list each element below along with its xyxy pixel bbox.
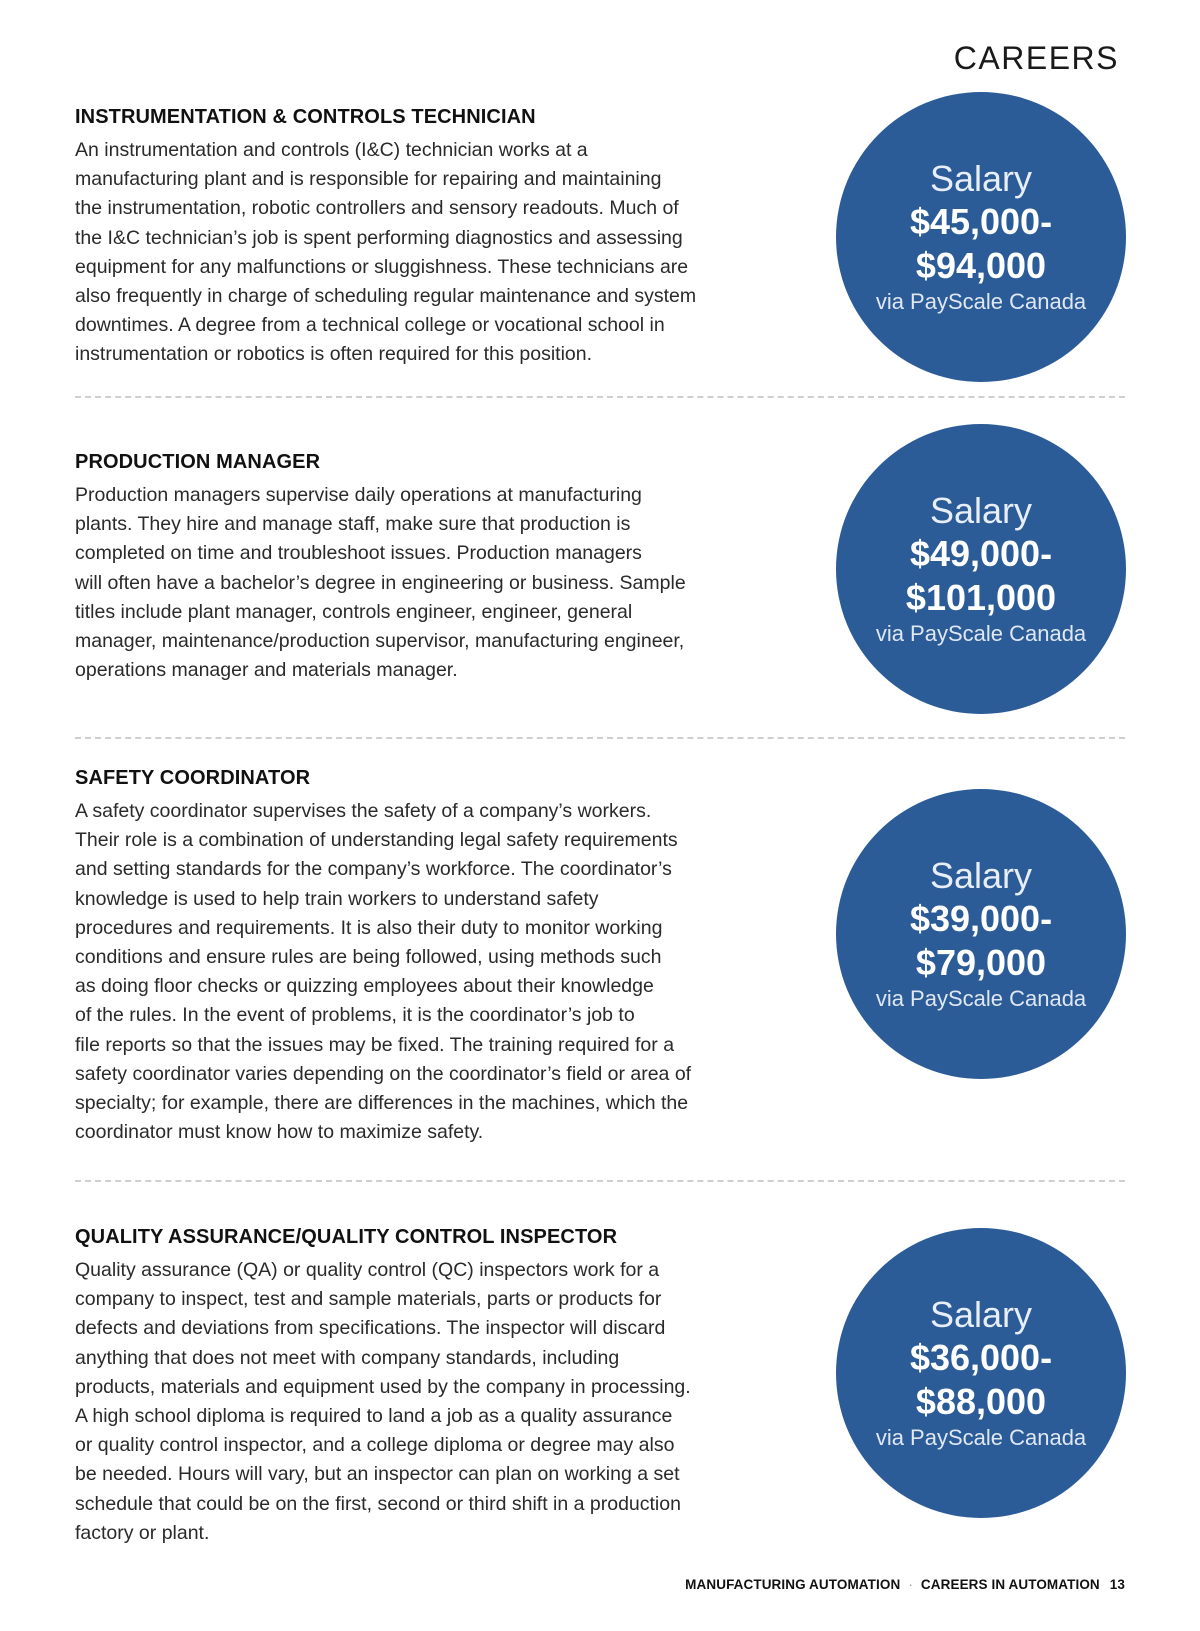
salary-range-low: $39,000- [909,898,1053,939]
description-line: knowledge is used to help train workers to understand safety [75,887,599,910]
salary-bubble [836,789,1126,1079]
description-line: An instrumentation and controls (I&C) technician works at a [75,139,588,161]
description-line: Production managers supervise daily operations at manufacturing [75,484,642,506]
salary-bubble [836,92,1126,382]
description-line: A safety coordinator supervises the safety of a company’s workers. [75,800,652,822]
description-line: manager, maintenance/production supervisor, manufacturing engineer, [75,630,685,653]
salary-range-low: $45,000- [909,201,1053,242]
description-line: specialty; for example, there are differences in the machines, which the [75,1092,689,1115]
salary-label: Salary [929,1294,1033,1335]
description-line: manufacturing plant and is responsible for repairing and maintaining [75,168,662,191]
job-title: SAFETY COORDINATOR [75,767,311,789]
description-line: and setting standards for the company’s workforce. The coordinator’s [75,858,672,881]
description-line: or quality control inspector, and a college diploma or degree may also [75,1434,675,1457]
salary-range-low: $49,000- [909,533,1053,574]
salary-range-high: $101,000 [905,577,1057,618]
description-line: be needed. Hours will vary, but an inspector can plan on working a set [75,1463,680,1486]
section-divider [75,737,1125,739]
description-line: safety coordinator varies depending on the coordinator’s field or area of [75,1062,692,1085]
section-divider [75,396,1125,398]
page-footer [685,1577,1125,1592]
description-line: Their role is a combination of understanding legal safety requirements [75,829,678,852]
description-line: coordinator must know how to maximize safety. [75,1121,484,1144]
salary-label: Salary [929,855,1033,896]
job-description [75,481,755,685]
description-line: conditions and ensure rules are being followed, using methods such [75,946,662,969]
description-line: operations manager and materials manager. [75,659,458,682]
description-line: downtimes. A degree from a technical college or vocational school in [75,314,665,337]
description-line: also frequently in charge of scheduling regular maintenance and system [75,285,697,308]
salary-label: Salary [929,490,1033,531]
description-line: schedule that could be on the first, second or third shift in a production [75,1492,681,1515]
job-description [75,797,755,1147]
salary-label: Salary [929,158,1033,199]
description-line: as doing floor checks or quizzing employees about their knowledge [75,975,654,998]
description-line: company to inspect, test and sample materials, parts or products for [75,1288,662,1311]
job-description [75,136,755,370]
salary-range-high: $79,000 [915,942,1047,983]
section-label: CAREERS [953,40,1119,76]
description-line: will often have a bachelor’s degree in engineering or business. Sample [75,571,686,594]
description-line: products, materials and equipment used by the company in processing. [75,1375,691,1398]
description-line: procedures and requirements. It is also their duty to monitor working [75,916,663,939]
description-line: instrumentation or robotics is often required for this position. [75,343,593,366]
description-line: A high school diploma is required to land a job as a quality assurance [75,1405,673,1428]
salary-bubble [836,424,1126,714]
description-line: file reports so that the issues may be fixed. The training required for a [75,1033,675,1056]
salary-range-high: $94,000 [915,245,1047,286]
salary-range-low: $36,000- [909,1337,1053,1378]
description-line: the I&C technician’s job is spent performing diagnostics and assessing [75,226,683,249]
description-line: titles include plant manager, controls engineer, engineer, general [75,600,633,623]
job-description [75,1256,755,1548]
description-line: defects and deviations from specifications. The inspector will discard [75,1317,666,1340]
page-number: 13 [1109,1577,1125,1592]
salary-source: via PayScale Canada [875,1425,1087,1450]
description-line: the instrumentation, robotic controllers and sensory readouts. Much of [75,197,679,220]
description-line: factory or plant. [75,1521,210,1544]
description-line: Quality assurance (QA) or quality control (QC) inspectors work for a [75,1259,660,1281]
description-line: anything that does not meet with company standards, including [75,1346,620,1369]
footer-section: CAREERS IN AUTOMATION [920,1577,1100,1592]
salary-source: via PayScale Canada [875,986,1087,1011]
salary-source: via PayScale Canada [875,621,1087,646]
job-title: INSTRUMENTATION & CONTROLS TECHNICIAN [75,106,536,128]
salary-source: via PayScale Canada [875,289,1087,314]
salary-range-high: $88,000 [915,1381,1047,1422]
footer-publication: MANUFACTURING AUTOMATION [685,1577,901,1592]
description-line: plants. They hire and manage staff, make sure that production is [75,513,631,536]
footer-separator: · [908,1577,913,1592]
description-line: equipment for any malfunctions or sluggishness. These technicians are [75,255,689,278]
description-line: of the rules. In the event of problems, it is the coordinator’s job to [75,1004,635,1027]
job-title: QUALITY ASSURANCE/QUALITY CONTROL INSPECTOR [75,1226,618,1248]
salary-bubble [836,1228,1126,1518]
job-title: PRODUCTION MANAGER [75,451,321,473]
description-line: completed on time and troubleshoot issues. Production managers [75,542,642,565]
section-divider [75,1180,1125,1182]
